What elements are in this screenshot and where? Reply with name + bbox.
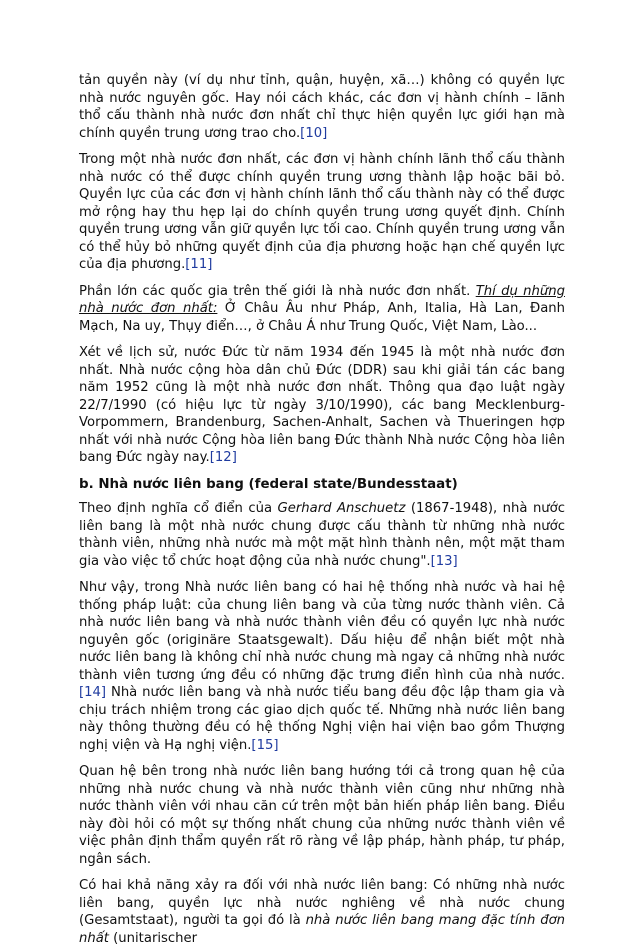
footnote-link-12[interactable]: [12]	[209, 450, 237, 465]
section-heading-b: b. Nhà nước liên bang (federal state/Bundesstaat)	[79, 476, 458, 492]
footnote-link-15[interactable]: [15]	[251, 737, 279, 753]
paragraph-4-text: Xét về lịch sử, nước Đức từ năm 1934 đến 1945 là một nhà nước đơn nhất. Nhà nước cộng hòa dân chủ Đức (DDR) sau khi giải tán các bang năm 1952 cũng là một nhà nước đơn nhất. Thông qua đạo luật ngày 22/7/1990 (có hiệu lực từ ngày 3/10/1990), các bang Mecklenburg-Vorpommern, Brandenburg, Sachen-Anhalt, Sachen và Thueringen hợp nhất với nhà nước Cộng hòa liên bang Đức thành Nhà nước Cộng hòa liên bang Đức ngày nay.	[79, 345, 565, 465]
footnote-link-13[interactable]: [13]	[430, 553, 458, 569]
paragraph-2-text: Trong một nhà nước đơn nhất, các đơn vị hành chính lãnh thổ cấu thành nhà nước có thể được chính quyền trung ương thành lập hoặc bãi bỏ. Quyền lực của các đơn vị hành chính lãnh thổ cấu thành này có thể được mở rộng hay thu hẹp lại do chính quyền trung ương quyết định. Chính quyền trung ương vẫn giữ quyền lực tối cao. Chính quyền trung ương vẫn có thể hủy bỏ những quyết định của địa phương hoặc hạn chế quyền lực của địa phương.	[79, 152, 565, 272]
paragraph-7-text: Quan hệ bên trong nhà nước liên bang hướng tới cả trong quan hệ của những nhà nước chung và nhà nước thành viên cũng như những nhà nước thành viên với nhau căn cứ trên một bản hiến pháp liên bang. Điều này đòi hỏi có một sự thống nhất chung của những nước thành viên về việc phân định thẩm quyền rất rõ ràng về lập pháp, hành pháp, tư pháp, ngân sách.	[79, 764, 565, 867]
paragraph-3	[79, 283, 565, 336]
paragraph-5-text: (1867-1948), nhà nước liên bang là một nhà nước chung được cấu thành từ những nhà nước thành viên, những nhà nước mà một mặt hình thành nên, một mặt tham gia vào việc tổ chức hoạt động của nhà nước chung".	[79, 501, 565, 569]
paragraph-3-examples: Ở Châu Âu như Pháp, Anh, Italia, Hà Lan, Đanh Mạch, Na uy, Thụy điển…, ở Châu Á như Trung Quốc, Việt Nam, Lào...	[79, 301, 565, 334]
author-name: Gerhard Anschuetz	[277, 501, 406, 516]
example-label: Thí dụ những nhà nước đơn nhất:	[79, 283, 565, 316]
paragraph-7	[79, 763, 565, 868]
paragraph-5-intro: Theo định nghĩa cổ điển của	[79, 501, 278, 516]
paragraph-5	[79, 500, 565, 570]
paragraph-2	[79, 151, 565, 274]
paragraph-1	[79, 72, 565, 142]
paragraph-6	[79, 579, 565, 754]
paragraph-1-text: tản quyền này (ví dụ như tỉnh, quận, huyện, xã…) không có quyền lực nhà nước nguyên gốc. Hay nói cách khác, các đơn vị hành chính – lãnh thổ cấu thành nhà nước đơn nhất chỉ thực hiện quyền lực giới hạn mà chính quyền trung ương trao cho.	[79, 73, 565, 141]
footnote-link-11[interactable]: [11]	[185, 257, 213, 272]
paragraph-3-intro: Phần lớn các quốc gia trên thế giới là nhà nước đơn nhất.	[79, 283, 476, 299]
unitary-federal-term: nhà nước liên bang mang đặc tính đơn nhất	[79, 913, 565, 946]
paragraph-6-text-1: Như vậy, trong Nhà nước liên bang có hai hệ thống nhà nước và hai hệ thống pháp luật: của chung liên bang và của từng nước thành viên. Cả nhà nước liên bang và nhà nước thành viên đều có quyền lực nhà nước nguyên gốc (originäre Staatsgewalt). Dấu hiệu để nhận biết một nhà nước liên bang là không chỉ nhà nước chung mà ngay cả những nhà nước thành viên tương ứng đều có những đặc trưng điển hình của nhà nước.	[79, 580, 565, 683]
footnote-link-10[interactable]: [10]	[300, 125, 328, 141]
paragraph-8	[79, 877, 565, 947]
paragraph-4	[79, 344, 565, 467]
footnote-link-14[interactable]: [14]	[79, 685, 107, 700]
paragraph-8-tail: (unitarischer	[108, 930, 198, 946]
document-page	[79, 72, 565, 947]
paragraph-8-intro: Có hai khả năng xảy ra đối với nhà nước liên bang: Có những nhà nước liên bang, quyền lực nhà nước nghiêng về nhà nước chung (Gesamtstaat), người ta gọi đó là	[79, 878, 565, 928]
paragraph-6-text-2: Nhà nước liên bang và nhà nước tiểu bang đều độc lập tham gia và chịu trách nhiệm trong các giao dịch quốc tế. Những nhà nước liên bang này thông thường đều có hệ thống Nghị viện hai viện bao gồm Thượng nghị viện và Hạ nghị viện.	[79, 685, 565, 753]
